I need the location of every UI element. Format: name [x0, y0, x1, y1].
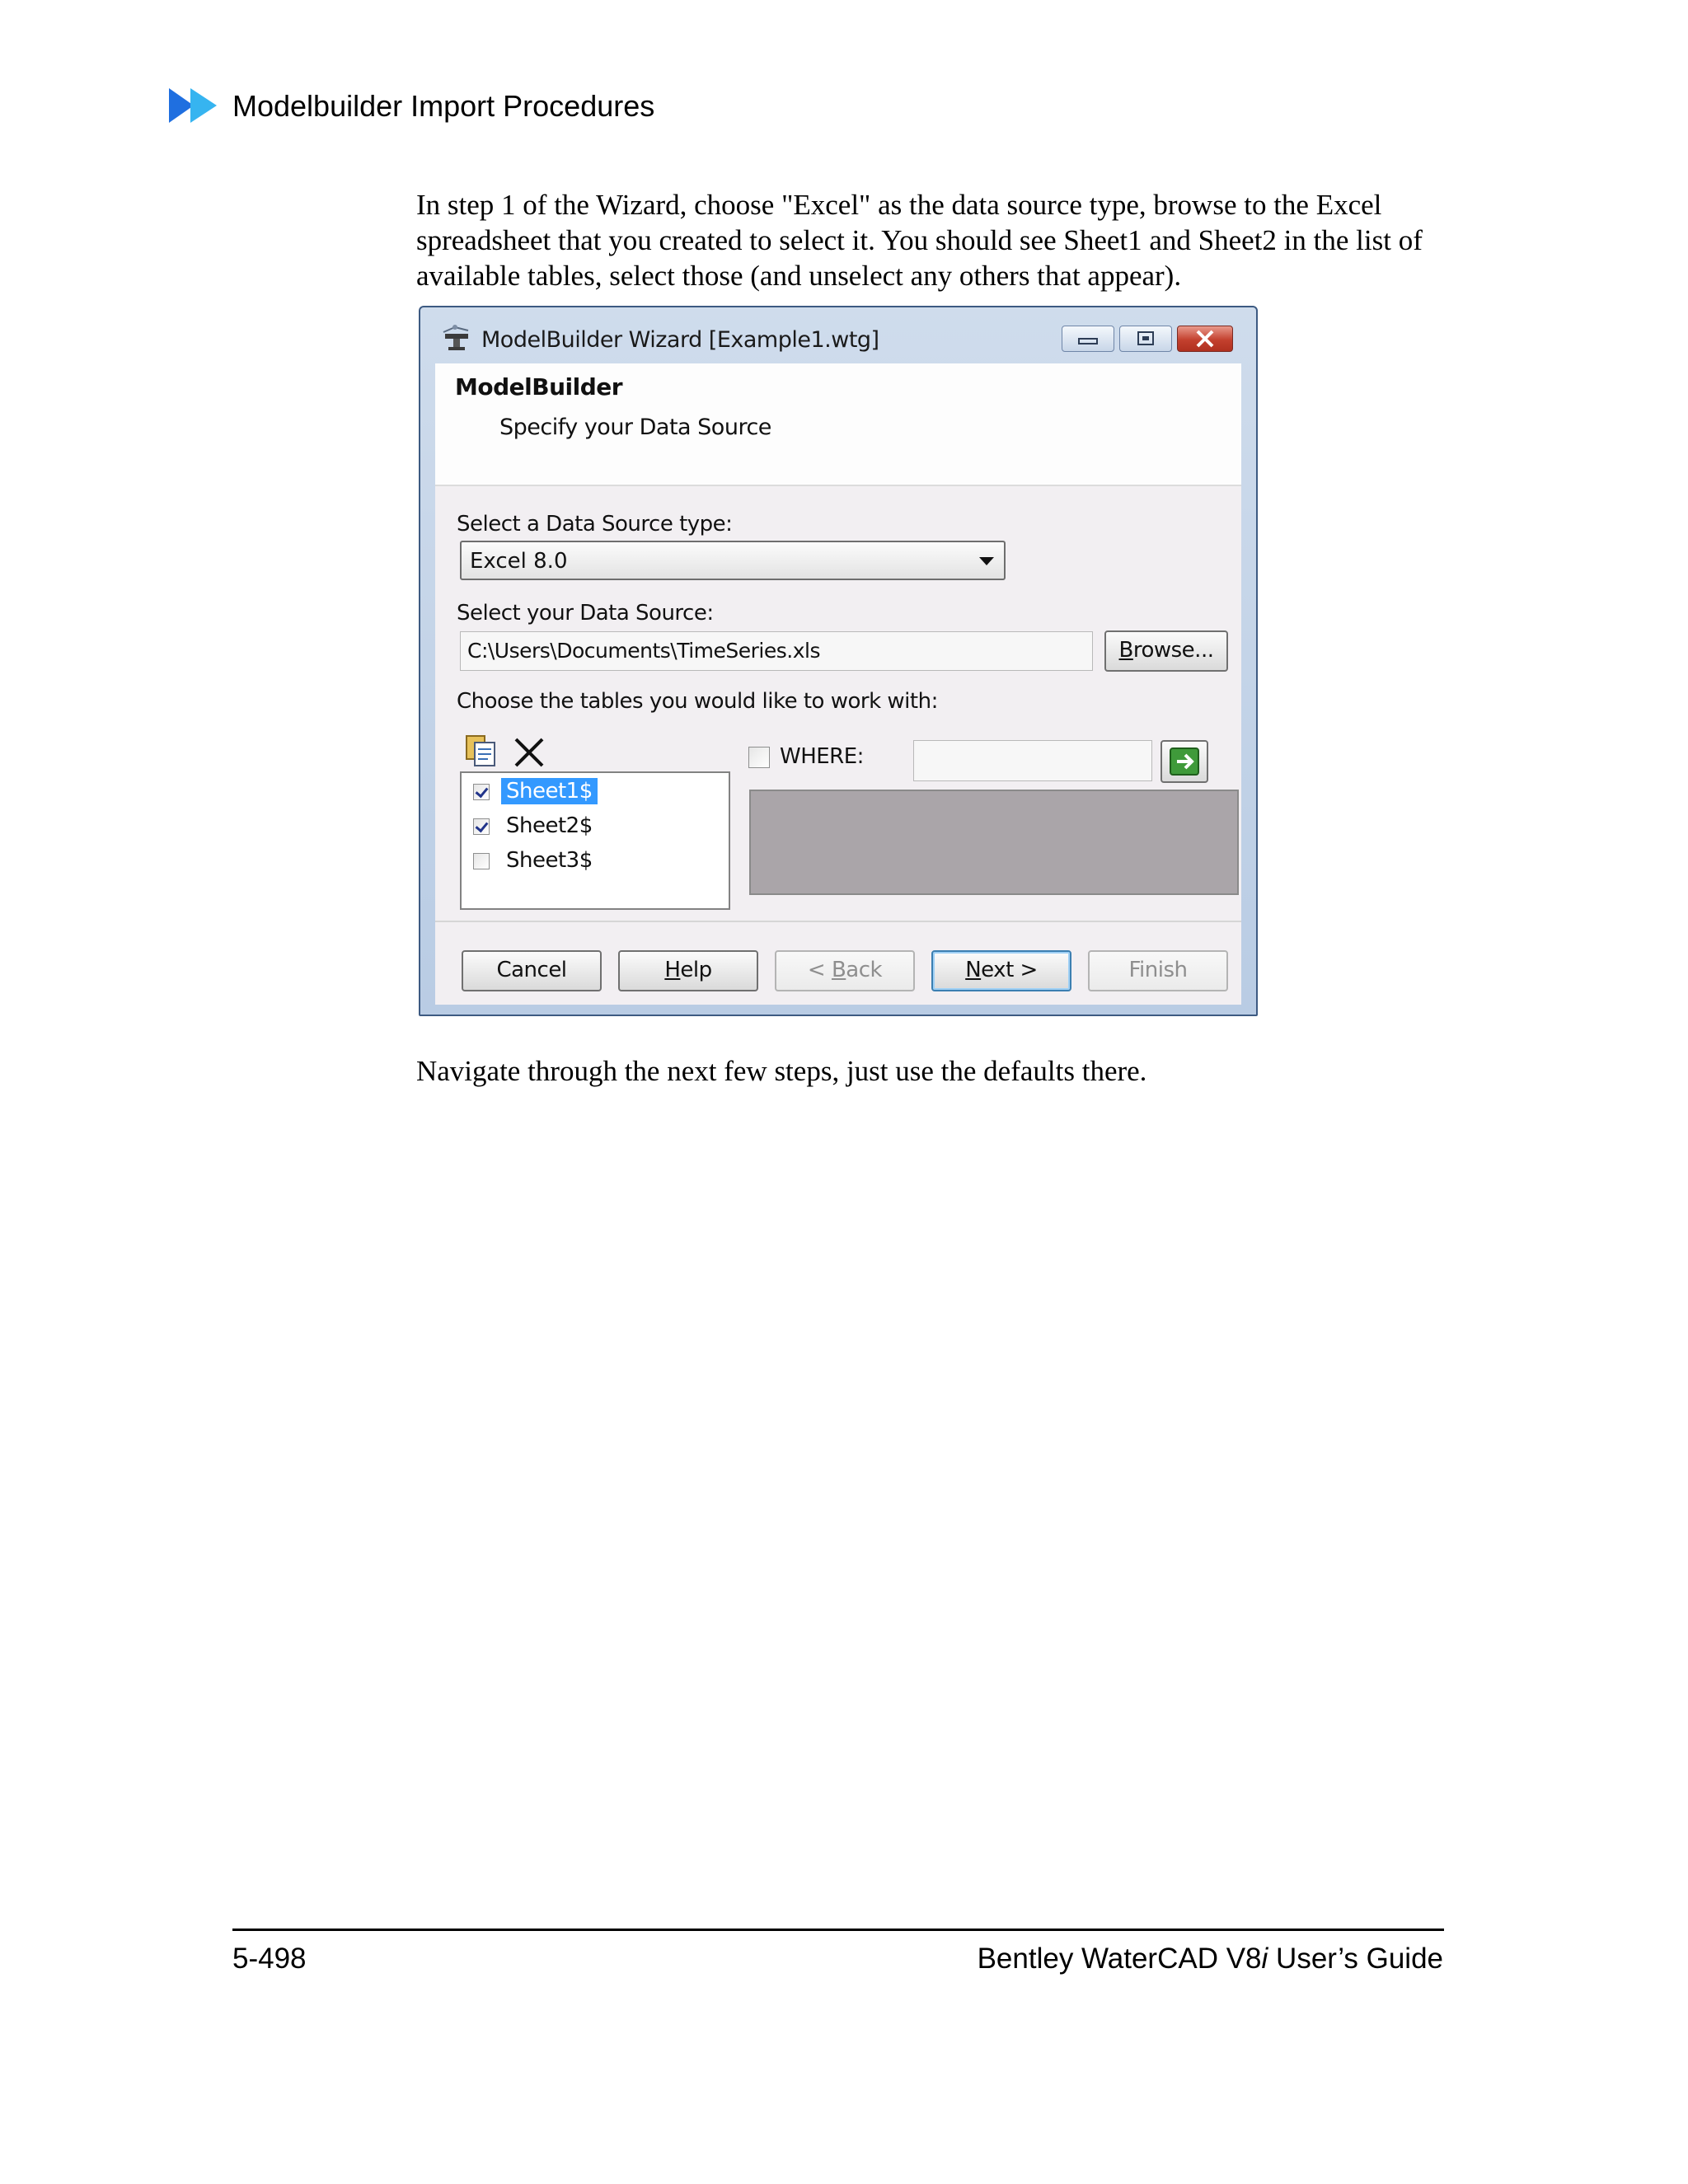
- banner-title: ModelBuilder: [455, 373, 623, 401]
- tables-listbox: [460, 771, 730, 910]
- data-source-label: Select your Data Source:: [457, 601, 714, 626]
- cancel-button[interactable]: Cancel: [462, 950, 602, 991]
- table-checkbox[interactable]: [473, 818, 490, 835]
- footer-rule: [232, 1929, 1444, 1931]
- select-all-tables-icon[interactable]: [465, 733, 499, 769]
- table-checkbox[interactable]: [473, 784, 490, 800]
- section-title: Modelbuilder Import Procedures: [232, 89, 655, 123]
- source-type-label: Select a Data Source type:: [457, 512, 733, 537]
- finish-button[interactable]: Finish: [1088, 950, 1228, 991]
- source-type-value: Excel 8.0: [470, 549, 568, 574]
- banner-subtitle: Specify your Data Source: [499, 415, 771, 440]
- where-label: WHERE:: [780, 744, 864, 769]
- after-paragraph: Navigate through the next few steps, just use the defaults there.: [416, 1055, 1147, 1087]
- title-bar: [420, 307, 1256, 365]
- preview-pane: [749, 790, 1239, 895]
- where-checkbox[interactable]: [748, 747, 770, 768]
- list-item[interactable]: [473, 811, 720, 842]
- browse-mnemonic: B: [1118, 638, 1133, 663]
- help-button[interactable]: [618, 950, 758, 991]
- guide-title: [978, 1943, 1443, 1975]
- back-label-prefix: <: [807, 958, 832, 982]
- close-icon: [1178, 326, 1232, 351]
- next-mnemonic: N: [965, 958, 982, 982]
- table-name: Sheet2$: [506, 813, 593, 838]
- help-mnemonic: H: [664, 958, 681, 982]
- browse-label: rowse...: [1132, 638, 1214, 663]
- table-name: Sheet3$: [506, 848, 593, 873]
- close-button[interactable]: [1177, 326, 1233, 352]
- browse-button[interactable]: [1104, 630, 1228, 672]
- tables-label: Choose the tables you would like to work with:: [457, 689, 938, 714]
- button-separator: [435, 921, 1241, 922]
- restore-icon: [1120, 326, 1171, 351]
- maximize-button[interactable]: [1119, 326, 1172, 352]
- green-arrow-icon: [1162, 742, 1207, 781]
- back-label: ack: [846, 958, 883, 982]
- modelbuilder-wizard-window: [419, 306, 1258, 1016]
- back-button[interactable]: [775, 950, 915, 991]
- minimize-icon: [1062, 326, 1114, 351]
- guide-title-b: User’s Guide: [1268, 1943, 1443, 1975]
- modelbuilder-app-icon: [440, 324, 473, 352]
- source-type-dropdown[interactable]: [460, 541, 1006, 580]
- guide-title-a: Bentley WaterCAD V8: [977, 1943, 1262, 1975]
- apply-where-button[interactable]: [1160, 740, 1208, 783]
- wizard-client-area: [435, 363, 1241, 1005]
- data-source-path-field[interactable]: C:\Users\Documents\TimeSeries.xls: [460, 631, 1093, 671]
- list-item[interactable]: [473, 846, 720, 877]
- window-title: ModelBuilder Wizard [Example1.wtg]: [481, 327, 879, 353]
- guide-title-i: i: [1261, 1943, 1268, 1975]
- double-arrow-icon: [169, 88, 220, 123]
- chevron-down-icon: [979, 557, 994, 565]
- wizard-banner: [435, 363, 1241, 486]
- page-number: 5-498: [232, 1943, 307, 1975]
- table-checkbox[interactable]: [473, 853, 490, 869]
- table-name: Sheet1$: [501, 778, 598, 804]
- help-label: elp: [680, 958, 712, 982]
- back-mnemonic: B: [831, 958, 846, 982]
- next-label: ext >: [981, 958, 1038, 982]
- intro-paragraph: In step 1 of the Wizard, choose "Excel" as the data source type, browse to the Excel spreadsheet that you created to select it. You should see Sheet1 and Sheet2 in the list of available tables, select those (and unselect any others that appear).: [416, 189, 1423, 292]
- next-button[interactable]: [931, 950, 1071, 991]
- where-clause-input[interactable]: [913, 740, 1152, 781]
- list-item[interactable]: [473, 776, 720, 808]
- clear-selection-icon[interactable]: [513, 736, 546, 769]
- minimize-button[interactable]: [1062, 326, 1114, 352]
